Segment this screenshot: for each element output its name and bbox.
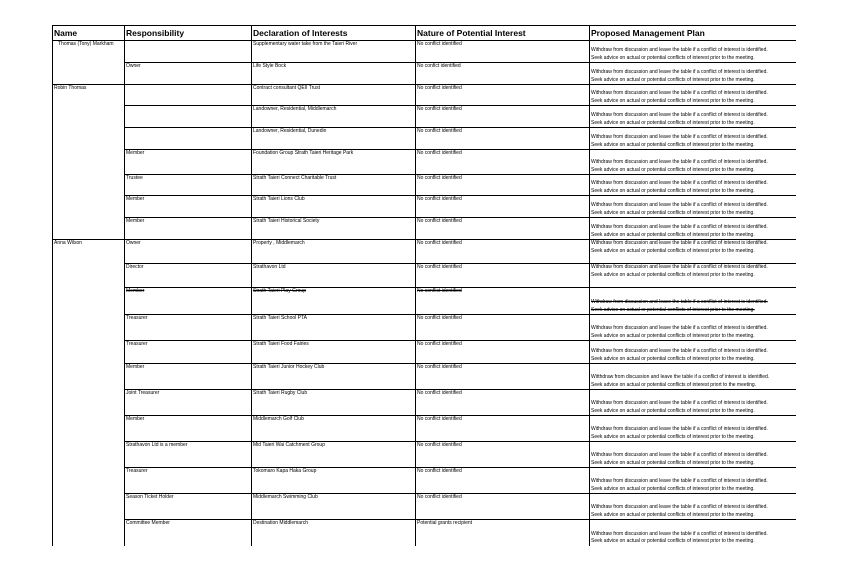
header-responsibility: Responsibility (125, 26, 252, 41)
cell-declaration: Tokomaro Kapa Haka Group (252, 468, 416, 494)
cell-management-plan (590, 468, 797, 494)
cell-nature: No conflict identified (416, 128, 590, 150)
cell-management-plan (590, 175, 797, 196)
plan-line-1: Withdraw from discussion and leave the table if a conflict of interest is identified. (591, 348, 768, 354)
cell-management-plan (590, 63, 797, 85)
cell-management-plan (590, 106, 797, 128)
cell-responsibility: Season Ticket Holder (125, 494, 252, 520)
table-row (53, 341, 797, 364)
cell-nature: No conflict identified (416, 442, 590, 468)
table-row (53, 364, 797, 390)
cell-declaration: Property , Middlemarch (252, 240, 416, 264)
cell-declaration: Strath Taieri Historical Society (252, 218, 416, 240)
cell-name (53, 416, 125, 442)
cell-nature: No conflict identified (416, 264, 590, 288)
plan-line-1: Withdraw from discussion and leave the table if a conflict of interest is identified. (591, 299, 768, 305)
plan-line-2: Seek advice on actual or potential conflicts of interest prior to the meeting. (591, 166, 755, 173)
plan-line-2: Seek advice on actual or potential conflicts of interest prior to the meeting. (591, 231, 755, 238)
cell-name (53, 128, 125, 150)
cell-name (53, 494, 125, 520)
cell-management-plan (590, 442, 797, 468)
cell-management-plan (590, 416, 797, 442)
cell-responsibility: Treasurer (125, 468, 252, 494)
plan-line-1: Withdraw from discussion and leave the table if a conflict of interest is identified. (591, 452, 768, 458)
cell-management-plan (590, 41, 797, 63)
plan-line-1: Withdraw from discussion and leave the table if a conflict of interest is identified. (591, 134, 768, 140)
table-row (53, 106, 797, 128)
cell-management-plan (590, 264, 797, 288)
plan-line-1: Withdraw from discussion and leave the table if a conflict of interest is identified. (591, 478, 768, 484)
cell-responsibility: Joint Treasurer (125, 390, 252, 416)
cell-responsibility: Member (125, 416, 252, 442)
cell-declaration: Landowner, Residential, Dunedin (252, 128, 416, 150)
cell-responsibility: Member (125, 150, 252, 175)
table-row (53, 218, 797, 240)
plan-line-2: Seek advice on actual or potential conflicts of interest prior to the meeting. (591, 141, 755, 148)
cell-name: Robin Thomas (53, 85, 125, 106)
plan-line-1: Withdraw from discussion and leave the table if a conflict of interest is identified. (591, 202, 768, 208)
cell-declaration: Life Style Bock (252, 63, 416, 85)
cell-name (53, 341, 125, 364)
cell-responsibility: Treasurer (125, 341, 252, 364)
plan-line-2: Seek advice on actual or potential conflicts of interest prior to the meeting. (591, 271, 755, 278)
table-row (53, 416, 797, 442)
table-body (53, 41, 797, 546)
cell-nature: No conflict identified (416, 494, 590, 520)
cell-name (53, 106, 125, 128)
cell-declaration: Mid Taieri Wai Catchment Group (252, 442, 416, 468)
plan-line-2: Seek advice on actual or potential conflicts of interest prior to the meeting. (591, 433, 755, 440)
cell-nature: No conflict identified (416, 364, 590, 390)
cell-name (53, 63, 125, 85)
cell-responsibility: Owner (125, 240, 252, 264)
table-row (53, 196, 797, 218)
plan-line-2: Seek advice on actual or potential conflicts of interest prior to the meeting. (591, 209, 755, 216)
plan-line-1: Withdraw from discussion and leave the table if a conflict of interest is identified. (591, 264, 768, 270)
conflicts-of-interest-table (52, 25, 796, 546)
cell-nature: No conflict identified (416, 416, 590, 442)
cell-responsibility (125, 128, 252, 150)
plan-line-1: Withdraw from discussion and leave the table if a conflict of interest is identified. (591, 224, 768, 230)
cell-responsibility: Trustee (125, 175, 252, 196)
plan-line-2: Seek advice on actual or potential conflicts of interest prior to the meeting. (591, 119, 755, 126)
cell-management-plan (590, 288, 797, 315)
cell-management-plan (590, 128, 797, 150)
plan-line-2: Seek advice on actual or potential conflicts of interest prior to the meeting. (591, 355, 755, 362)
cell-nature: No conflict identified (416, 196, 590, 218)
table-row (53, 41, 797, 63)
cell-declaration: Landowner, Residential, Middlemarch (252, 106, 416, 128)
cell-name (53, 390, 125, 416)
plan-line-2: Seek advice on actual or potential conflicts of interest prior to the meeting. (591, 459, 755, 466)
cell-responsibility: Member (125, 288, 252, 315)
cell-management-plan (590, 240, 797, 264)
cell-management-plan (590, 150, 797, 175)
plan-line-1: Withdraw from discussion and leave the table if a conflict of interest is identified. (591, 180, 768, 186)
cell-management-plan (590, 315, 797, 341)
header-name: Name (53, 26, 125, 41)
cell-nature: No conflict identified (416, 218, 590, 240)
plan-line-1: Withdraw from discussion and leave the table if a conflict of interest is identified. (591, 90, 768, 96)
plan-line-2: Seek advice on actual or potential conflicts of interest prior to the meeting. (591, 306, 755, 313)
cell-declaration: Strathavon Ltd (252, 264, 416, 288)
plan-line-1: Withdraw from discussion and leave the table if a conflict of interest is identified. (591, 400, 768, 406)
cell-name (53, 218, 125, 240)
header-plan: Proposed Management Plan (590, 26, 797, 41)
cell-name (53, 520, 125, 546)
cell-declaration: Middlemarch Swimming Club (252, 494, 416, 520)
cell-declaration: Strath Taieri Rugby Club (252, 390, 416, 416)
cell-responsibility: Strathavon Ltd is a member (125, 442, 252, 468)
cell-declaration: Strath Taieri Connect Charitable Trust (252, 175, 416, 196)
plan-line-2: Seek advice on actual or potential conflicts of interest prior to the meeting. (591, 76, 755, 83)
plan-line-1: Withdraw from discussion and leave the table if a conflict of interest is identified. (591, 47, 768, 53)
cell-nature: No conflict identified (416, 41, 590, 63)
plan-line-1: Withdraw from discussion and leave the table if a conflict of interest is identified. (591, 69, 768, 75)
cell-nature: No conflict identified (416, 468, 590, 494)
cell-nature: No conflict identified (416, 341, 590, 364)
plan-line-1: Withdraw from discussion and leave the table if a conflict of interest is identified. (591, 240, 768, 246)
cell-declaration: Strath Taieri Play Group (252, 288, 416, 315)
cell-responsibility: Member (125, 218, 252, 240)
cell-responsibility: Owner (125, 63, 252, 85)
cell-responsibility: Member (125, 196, 252, 218)
table-row (53, 288, 797, 315)
plan-line-2: Seek advice on actual or potential conflicts of interest prior to the meeting. (591, 332, 755, 339)
cell-management-plan (590, 85, 797, 106)
cell-name (53, 364, 125, 390)
cell-name (53, 264, 125, 288)
plan-line-2: Seek advice on actual or potential conflicts of interest prior to the meeting. (591, 538, 755, 544)
cell-name (53, 468, 125, 494)
plan-line-2: Seek advice on actual or potential conflicts of interest prior to the meeting. (591, 187, 755, 194)
cell-responsibility (125, 106, 252, 128)
plan-line-2: Seek advice on actual or potential conflicts of interest prior to the meeting. (591, 485, 755, 492)
cell-management-plan (590, 218, 797, 240)
cell-management-plan (590, 494, 797, 520)
table-row (53, 494, 797, 520)
cell-declaration: Strath Taieri Lions Club (252, 196, 416, 218)
header-declaration: Declaration of Interests (252, 26, 416, 41)
plan-line-1: Withdraw from discussion and leave the table if a conflict of interest is identified. (591, 112, 768, 118)
cell-declaration: Middlemarch Golf Club (252, 416, 416, 442)
table-row (53, 85, 797, 106)
plan-line-1: Withdraw from discussion and leave the table if a conflict of interest is identified. (591, 426, 768, 432)
plan-line-1: Withdraw from discussion and leave the table if a conflict of interest is identified. (591, 530, 768, 537)
cell-nature: No conflict identified (416, 150, 590, 175)
plan-line-2: Seek advice on actual or potential conflicts of interest priort to the meeting. (591, 381, 757, 388)
cell-nature: No conflict identified (416, 85, 590, 106)
plan-line-2: Seek advice on actual or potential conflicts of interest prior to the meeting. (591, 97, 755, 104)
cell-name (53, 442, 125, 468)
cell-declaration: Foundation Group Strath Taieri Heritage Park (252, 150, 416, 175)
cell-declaration: Strath Taieri Food Fairies (252, 341, 416, 364)
table-row (53, 150, 797, 175)
plan-line-2: Seek advice on actual or potential conflicts of interest prior to the meeting. (591, 511, 755, 518)
cell-nature: No confict identified (416, 63, 590, 85)
cell-declaration: Strath Taieri School PTA (252, 315, 416, 341)
cell-name (53, 315, 125, 341)
plan-line-2: Seek advice on actual or potential conflicts of interest prior to the meeting. (591, 407, 755, 414)
cell-nature: No conflict identified (416, 288, 590, 315)
register-sheet (52, 25, 796, 547)
cell-declaration: Supplementary water take from the Taieri River (252, 41, 416, 63)
table-row (53, 520, 797, 546)
cell-management-plan (590, 390, 797, 416)
table-row (53, 390, 797, 416)
cell-declaration: Destination Middlemarch (252, 520, 416, 546)
cell-name (53, 196, 125, 218)
plan-line-1: Withdraw from discussion and leave the table if a conflict of interest is identified. (591, 504, 768, 510)
cell-responsibility: Committee Member (125, 520, 252, 546)
cell-management-plan (590, 520, 797, 546)
plan-line-1: Withdraw from discussion and leave the table if a conflict of interest is identified. (591, 159, 768, 165)
table-row (53, 468, 797, 494)
table-row (53, 442, 797, 468)
cell-responsibility: Treasurer (125, 315, 252, 341)
cell-declaration: Contract consultant QEII Trust (252, 85, 416, 106)
cell-nature: No conflict identified (416, 390, 590, 416)
table-row (53, 63, 797, 85)
header-nature: Nature of Potential Interest (416, 26, 590, 41)
plan-line-2: Seek advice on actual or potential conflicts of interest prior to the meeting. (591, 247, 755, 254)
cell-management-plan (590, 341, 797, 364)
cell-responsibility (125, 41, 252, 63)
cell-management-plan (590, 364, 797, 390)
cell-name (53, 175, 125, 196)
plan-line-1: Witthdraw from discussion and leave the table if a conflict of interest is identified. (591, 374, 770, 380)
table-row (53, 240, 797, 264)
cell-declaration: Strath Taieri Junior Hockey Club (252, 364, 416, 390)
table-row (53, 128, 797, 150)
cell-responsibility: Director (125, 264, 252, 288)
cell-nature: No conflict identified (416, 106, 590, 128)
cell-responsibility (125, 85, 252, 106)
cell-nature: No conflict identified (416, 240, 590, 264)
cell-name: Anna Wilson (53, 240, 125, 264)
plan-line-2: Seek advice on actual or potential conflicts of interest prior to the meeting. (591, 54, 755, 61)
cell-name: Thomas (Tony) Markham (53, 41, 125, 63)
table-row (53, 264, 797, 288)
cell-nature: No conflict identified (416, 175, 590, 196)
cell-nature: No conflict identified (416, 315, 590, 341)
header-row (53, 26, 797, 41)
cell-responsibility: Member (125, 364, 252, 390)
cell-management-plan (590, 196, 797, 218)
cell-name (53, 288, 125, 315)
plan-line-1: Withdraw from discussion and leave the table if a conflict of interest is identified. (591, 325, 768, 331)
cell-name (53, 150, 125, 175)
table-row (53, 315, 797, 341)
cell-nature: Potential grants recipient (416, 520, 590, 546)
table-row (53, 175, 797, 196)
